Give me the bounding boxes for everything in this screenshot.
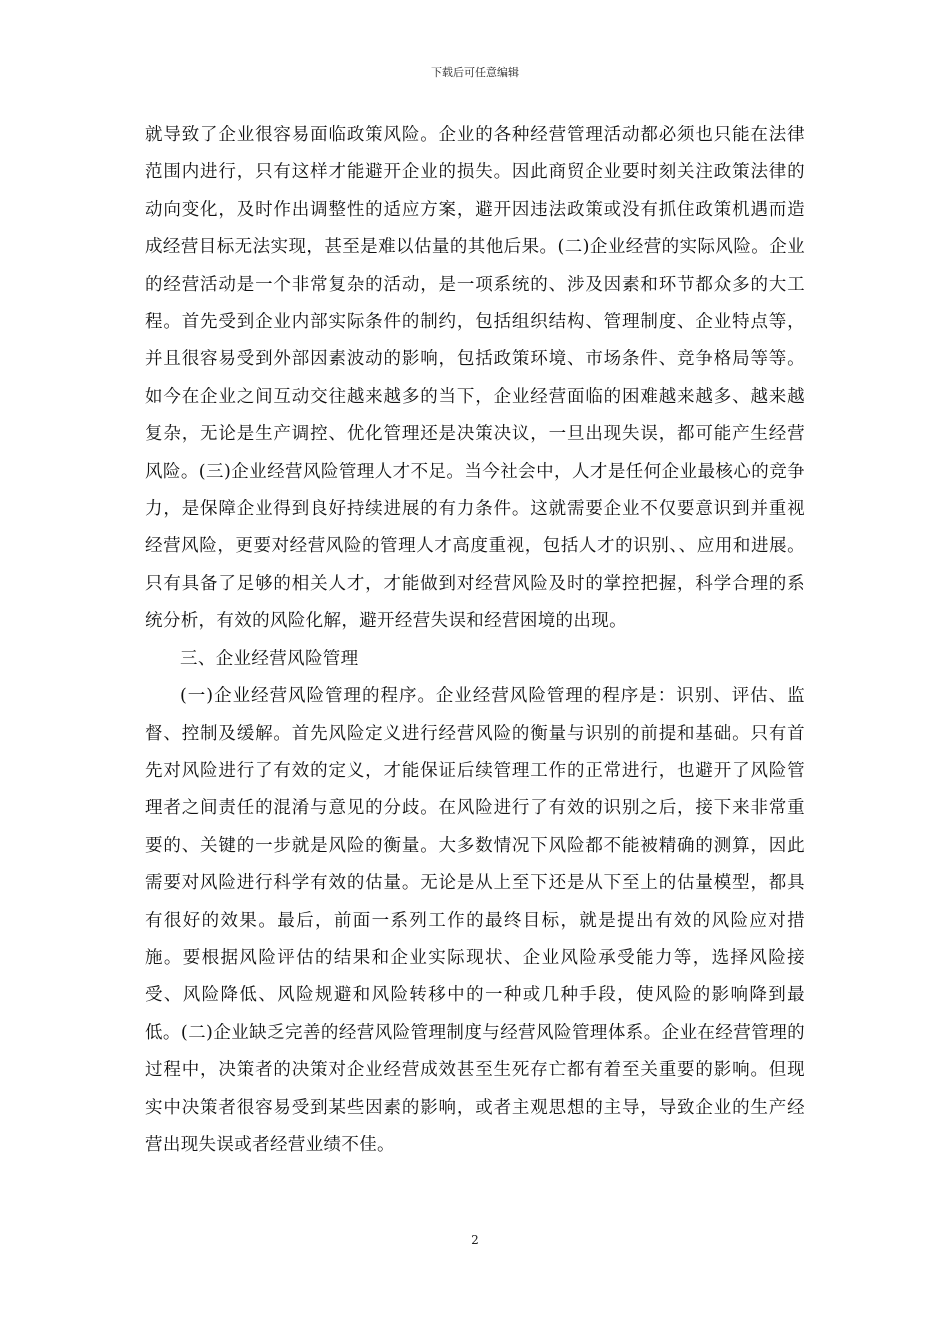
page-number: 2 — [471, 1233, 479, 1247]
page-header: 下载后可任意编辑 — [431, 66, 519, 79]
body-paragraph: (一)企业经营风险管理的程序。企业经营风险管理的程序是：识别、评估、监督、控制及缓解。首先风险定义进行经营风险的衡量与识别的前提和基础。只有首先对风险进行了有效的定义，才能保证后续管理工作的正常进行，也避开了风险管理者之间责任的混淆与意见的分歧。在风险进行了有效的识别之后，接下来非常重要的、关键的一步就是风险的衡量。大多数情况下风险都不能被精确的测算，因此需要对风险进行科学有效的估量。无论是从上至下还是从下至上的估量模型，都具有很好的效果。最后，前面一系列工作的最终目标，就是提出有效的风险应对措施。要根据风险评估的结果和企业实际现状、企业风险承受能力等，选择风险接受、风险降低、风险规避和风险转移中的一种或几种手段，使风险的影响降到最低。(二)企业缺乏完善的经营风险管理制度与经营风险管理体系。企业在经营管理的过程中，决策者的决策对企业经营成效甚至生死存亡都有着至关重要的影响。但现实中决策者很容易受到某些因素的影响，或者主观思想的主导，导致企业的生产经营出现失误或者经营业绩不佳。 — [145, 686, 805, 1155]
document-body — [145, 117, 805, 1164]
body-paragraph: 就导致了企业很容易面临政策风险。企业的各种经营管理活动都必须也只能在法律范围内进行，只有这样才能避开企业的损失。因此商贸企业要时刻关注政策法律的动向变化，及时作出调整性的适应方案，避开因违法政策或没有抓住政策机遇而造成经营目标无法实现，甚至是难以估量的其他后果。(二)企业经营的实际风险。企业的经营活动是一个非常复杂的活动，是一项系统的、涉及因素和环节都众多的大工程。首先受到企业内部实际条件的制约，包括组织结构、管理制度、企业特点等，并且很容易受到外部因素波动的影响，包括政策环境、市场条件、竞争格局等等。如今在企业之间互动交往越来越多的当下，企业经营面临的困难越来越多、越来越复杂，无论是生产调控、优化管理还是决策决议，一旦出现失误，都可能产生经营风险。(三)企业经营风险管理人才不足。当今社会中，人才是任何企业最核心的竞争力，是保障企业得到良好持续进展的有力条件。这就需要企业不仅要意识到并重视经营风险，更要对经营风险的管理人才高度重视，包括人才的识别、、应用和进展。只有具备了足够的相关人才，才能做到对经营风险及时的掌控把握，科学合理的系统分析，有效的风险化解，避开经营失误和经营困境的出现。 — [145, 125, 805, 632]
section-heading: 三、企业经营风险管理 — [180, 648, 359, 669]
